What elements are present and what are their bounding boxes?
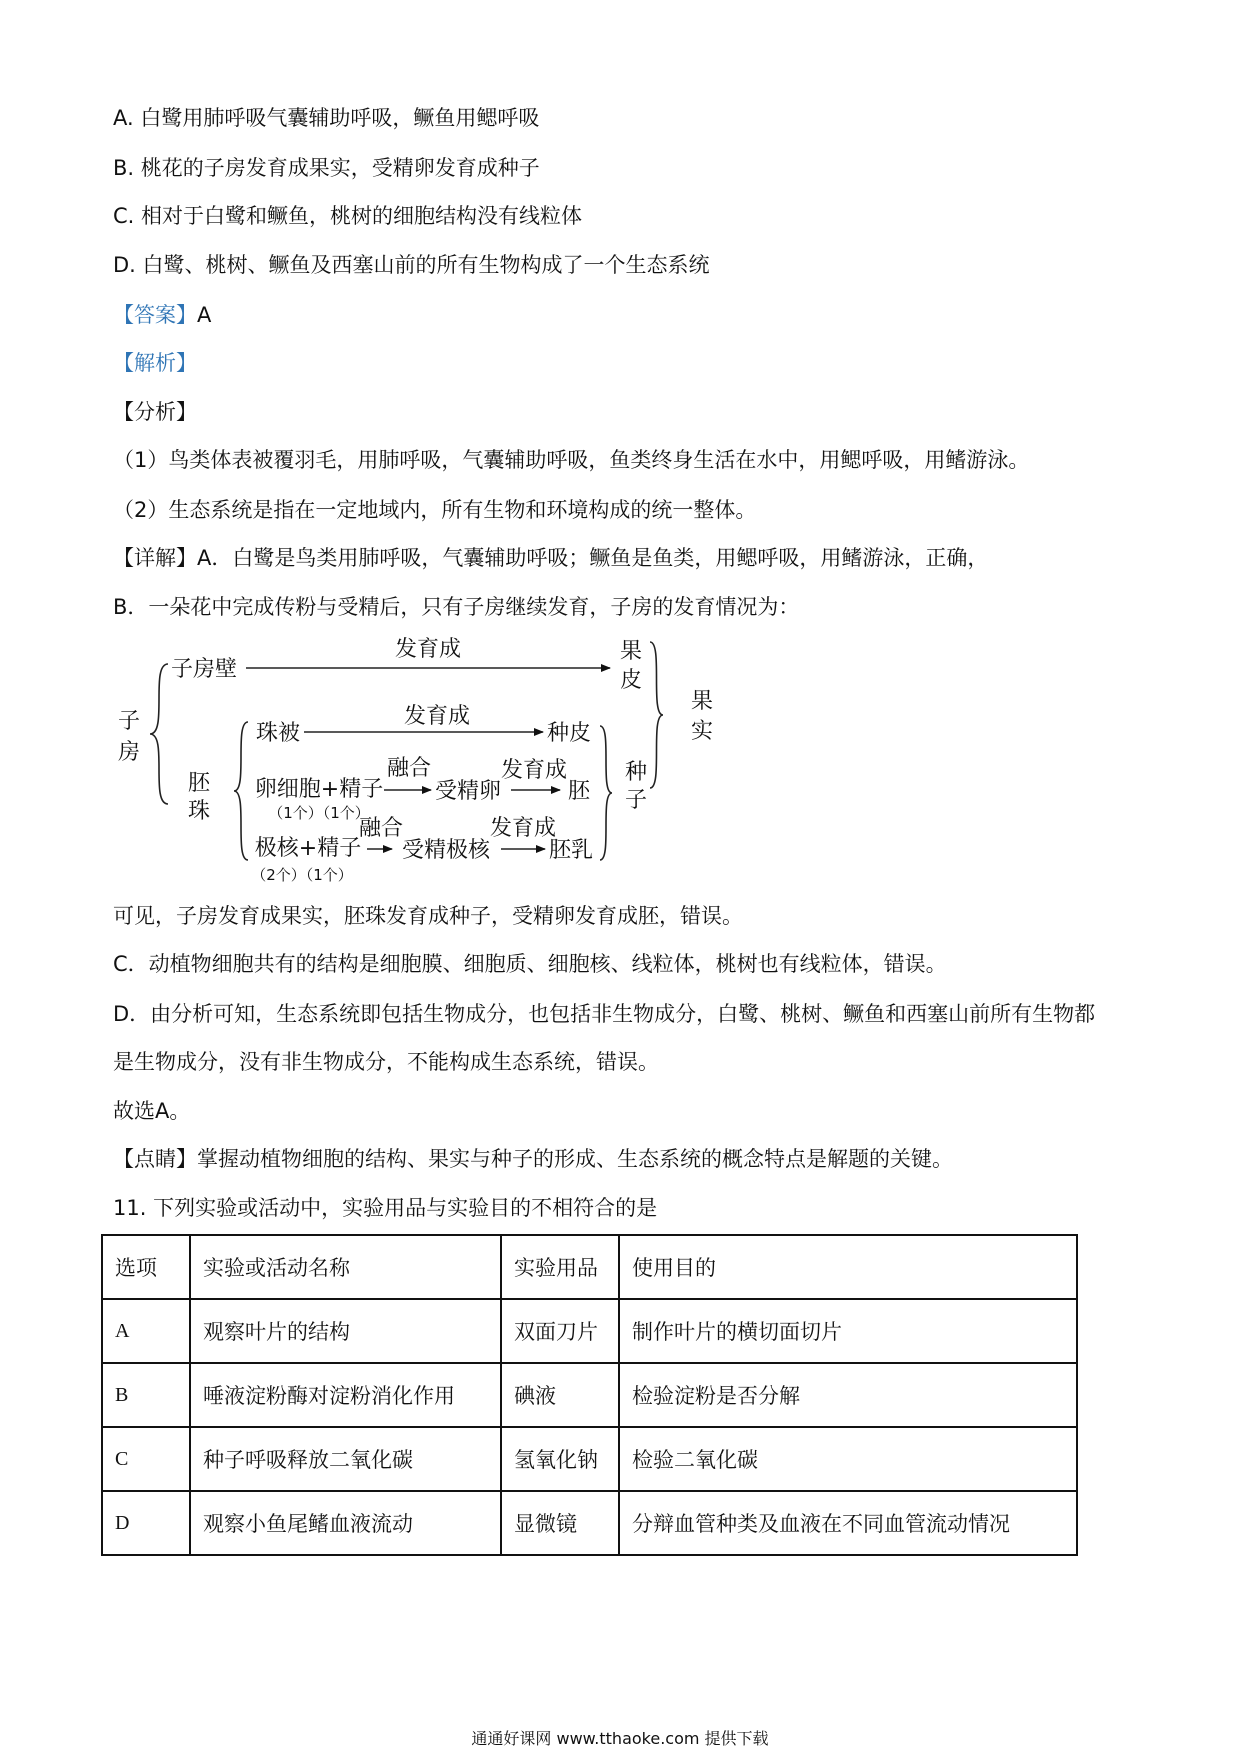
table-cell-option: A: [102, 1299, 190, 1363]
ovule-char-2: 珠: [187, 799, 211, 824]
table-cell-materials: 显微镜: [501, 1491, 619, 1555]
embryo-label: 胚: [567, 779, 591, 804]
endosperm-label: 胚乳: [548, 838, 594, 863]
seed-coat-label: 种皮: [546, 721, 592, 746]
table-cell-activity: 观察小鱼尾鳍血液流动: [190, 1491, 501, 1555]
header-materials: 实验用品: [501, 1235, 619, 1299]
table-cell-activity: 唾液淀粉酶对淀粉消化作用: [190, 1363, 501, 1427]
table-cell-option: B: [102, 1363, 190, 1427]
table-cell-purpose: 制作叶片的横切面切片: [619, 1299, 1077, 1363]
pericarp-char-1: 果: [619, 639, 643, 664]
dianjing-line: [113, 1145, 1133, 1173]
fruit-brace: [650, 642, 663, 788]
develops-into-label-top: 发育成: [394, 637, 462, 662]
fruit-char-2: 实: [690, 719, 714, 744]
table-cell-purpose: 分辩血管种类及血液在不同血管流动情况: [619, 1491, 1077, 1555]
egg-sperm-label: 卵细胞+精子: [254, 777, 384, 802]
integument-label: 珠被: [255, 721, 301, 746]
fenxi-point-1: （1）鸟类体表被覆羽毛，用肺呼吸，气囊辅助呼吸，鱼类终身生活在水中，用鳃呼吸，用鳍游泳。: [113, 448, 1030, 472]
ovary-brace: [150, 664, 168, 804]
develops-into-label-integument: 发育成: [403, 704, 471, 729]
answer-value: A: [197, 303, 212, 327]
dianjing-label: 【点睛】: [113, 1147, 197, 1171]
table-cell-materials: 双面刀片: [501, 1299, 619, 1363]
ovary-char-2: 房: [117, 740, 141, 765]
table-cell-activity: 观察叶片的结构: [190, 1299, 501, 1363]
answer-label: 【答案】: [113, 303, 197, 327]
table-cell-materials: 碘液: [501, 1363, 619, 1427]
final-choice: 故选A。: [113, 1099, 191, 1123]
explanation-c: C．动植物细胞共有的结构是细胞膜、细胞质、细胞核、线粒体，桃树也有线粒体，错误。: [113, 952, 947, 976]
ovary-char-1: 子: [117, 709, 141, 734]
egg-sperm-count: （1个）（1个）: [268, 804, 370, 822]
fuse-label-1: 融合: [386, 756, 432, 781]
ovule-brace: [234, 722, 248, 860]
table-cell-option: D: [102, 1491, 190, 1555]
table-cell-purpose: 检验二氧化碳: [619, 1427, 1077, 1491]
polar-sperm-label: 极核+精子: [254, 836, 362, 861]
zygote-label: 受精卵: [434, 779, 502, 804]
header-purpose: 使用目的: [619, 1235, 1077, 1299]
header-activity: 实验或活动名称: [190, 1235, 501, 1299]
explanation-d-1: D．由分析可知，生态系统即包括生物成分，也包括非生物成分，白鹭、桃树、鳜鱼和西塞山前所有生物都: [113, 1002, 1096, 1026]
table-header-row: [102, 1235, 1077, 1299]
ovary-wall-label: 子房壁: [170, 657, 238, 682]
develops-into-label-zygote: 发育成: [500, 758, 568, 783]
option-b: B. 桃花的子房发育成果实，受精卵发育成种子: [113, 156, 540, 180]
fruit-char-1: 果: [690, 689, 714, 714]
ovary-development-diagram: [100, 628, 740, 890]
table-cell-activity: 种子呼吸释放二氧化碳: [190, 1427, 501, 1491]
dianjing-text: 掌握动植物细胞的结构、果实与种子的形成、生态系统的概念特点是解题的关键。: [197, 1147, 953, 1171]
answer-line: [113, 301, 1133, 329]
fenxi-point-2: （2）生态系统是指在一定地域内，所有生物和环境构成的统一整体。: [113, 498, 757, 522]
table-cell-materials: 氢氧化钠: [501, 1427, 619, 1491]
analysis-label: 【解析】: [113, 351, 197, 375]
detail-a-text: A．白鹭是鸟类用肺呼吸，气囊辅助呼吸；鳜鱼是鱼类，用鳃呼吸，用鳍游泳，正确，: [197, 546, 989, 570]
table-cell-option: C: [102, 1427, 190, 1491]
seed-char-1: 种: [624, 760, 648, 785]
polar-sperm-count: （2个）（1个）: [251, 866, 353, 884]
experiment-table: [101, 1234, 1078, 1556]
option-a: A. 白鹭用肺呼吸气囊辅助呼吸，鳜鱼用鳃呼吸: [113, 106, 540, 130]
develops-into-label-polar: 发育成: [489, 816, 557, 841]
detail-line: [113, 544, 1133, 572]
ovule-char-1: 胚: [187, 771, 211, 796]
fenxi-label: 【分析】: [113, 400, 197, 424]
header-option: 选项: [102, 1235, 190, 1299]
table-row: [102, 1299, 1077, 1363]
detail-b-intro: B．一朵花中完成传粉与受精后，只有子房继续发育，子房的发育情况为：: [113, 595, 800, 619]
table-row: [102, 1491, 1077, 1555]
page-footer: 通通好课网 www.tthaoke.com 提供下载: [471, 1729, 769, 1748]
question-11: 11. 下列实验或活动中，实验用品与实验目的不相符合的是: [113, 1196, 658, 1220]
fuse-label-2: 融合: [358, 816, 404, 841]
explanation-d-2: 是生物成分，没有非生物成分，不能构成生态系统，错误。: [113, 1050, 659, 1074]
table-row: [102, 1427, 1077, 1491]
fertilized-polar-label: 受精极核: [401, 838, 491, 863]
seed-char-2: 子: [624, 788, 648, 813]
pericarp-char-2: 皮: [619, 668, 643, 693]
table-cell-purpose: 检验淀粉是否分解: [619, 1363, 1077, 1427]
detail-label: 【详解】: [113, 546, 197, 570]
table-row: [102, 1363, 1077, 1427]
conclusion-b: 可见，子房发育成果实，胚珠发育成种子，受精卵发育成胚，错误。: [113, 904, 743, 928]
option-c: C. 相对于白鹭和鳜鱼，桃树的细胞结构没有线粒体: [113, 204, 583, 228]
option-d: D. 白鹭、桃树、鳜鱼及西塞山前的所有生物构成了一个生态系统: [113, 253, 710, 277]
seed-brace: [600, 726, 612, 860]
